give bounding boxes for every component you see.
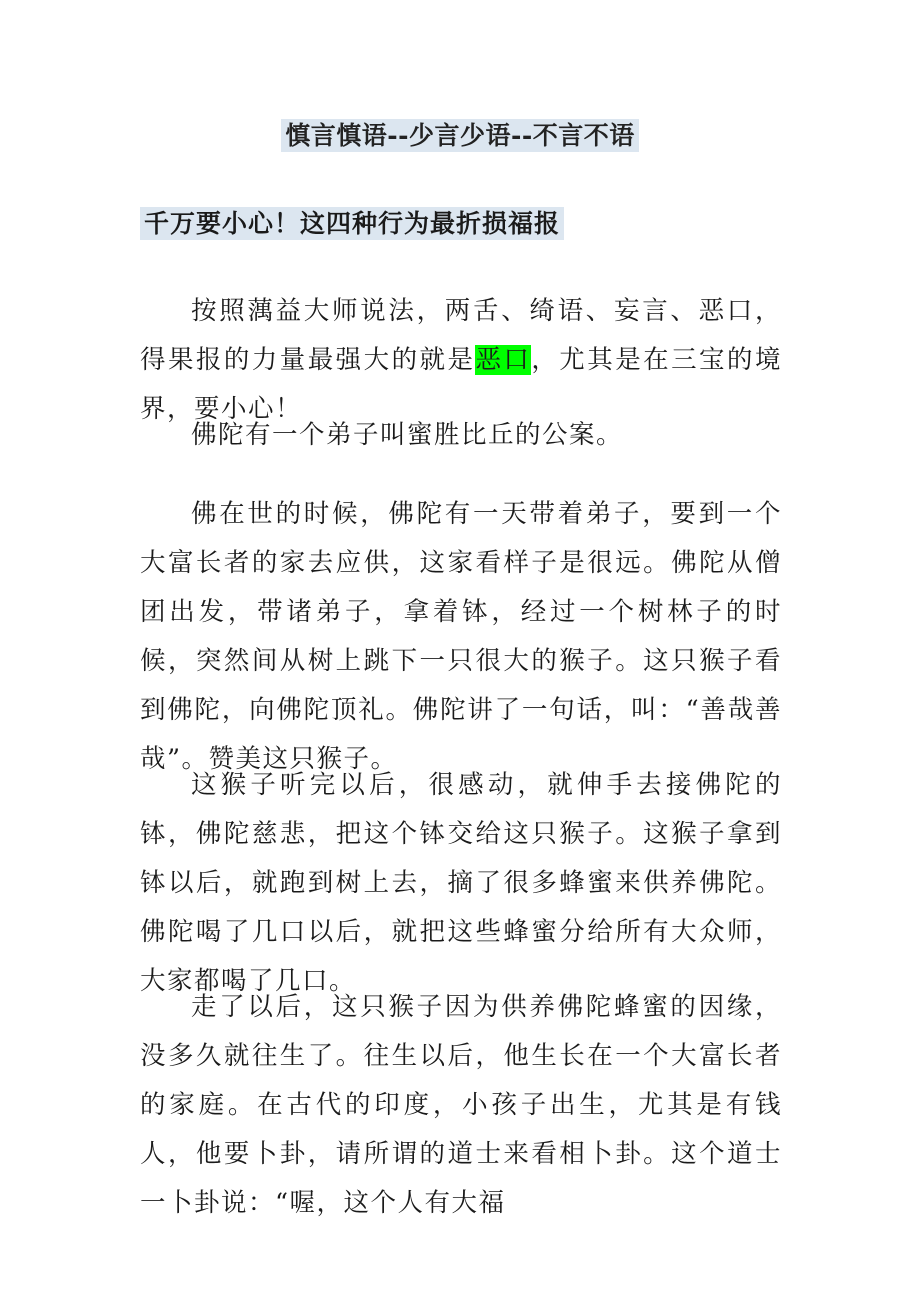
document-title (0, 112, 920, 160)
document-title-text: 慎言慎语--少言少语--不言不语 (281, 119, 639, 152)
paragraph-2: 佛陀有一个弟子叫蜜胜比丘的公案。 (191, 420, 624, 450)
paragraph-4: 这猴子听完以后，很感动，就伸手去接佛陀的钵，佛陀慈悲，把这个钵交给这只猴子。这猴子拿到钵以后，就跑到树上去，摘了很多蜂蜜来供养佛陀。佛陀喝了几口以后，就把这些蜂蜜分给所有大众师，大家都喝了几口。 (140, 770, 782, 996)
paragraph-1-text-b: ，尤其是在三宝的境界，要小心！ (140, 345, 782, 424)
paragraph-3: 佛在世的时候，佛陀有一天带着弟子，要到一个大富长者的家去应供，这家看样子是很远。佛陀从僧团出发，带诸弟子，拿着钵，经过一个树林子的时候，突然间从树上跳下一只很大的猴子。这只猴子看到佛陀，向佛陀顶礼。佛陀讲了一句话，叫：“善哉善哉”。赞美这只猴子。 (140, 499, 782, 774)
section-heading-text: 千万要小心！这四种行为最折损福报 (140, 207, 564, 240)
highlighted-text: 恶口 (475, 345, 532, 375)
paragraph-1-text-a: 按照蕅益大师说法，两舌、绮语、妄言、恶口，得果报的力量最强大的就是 (140, 296, 782, 375)
section-heading (140, 200, 564, 248)
paragraph-5: 走了以后，这只猴子因为供养佛陀蜂蜜的因缘，没多久就往生了。往生以后，他生长在一个大富长者的家庭。在古代的印度，小孩子出生，尤其是有钱人，他要卜卦，请所谓的道士来看相卜卦。这个道士一卜卦说：“喔，这个人有大福 (140, 992, 782, 1218)
